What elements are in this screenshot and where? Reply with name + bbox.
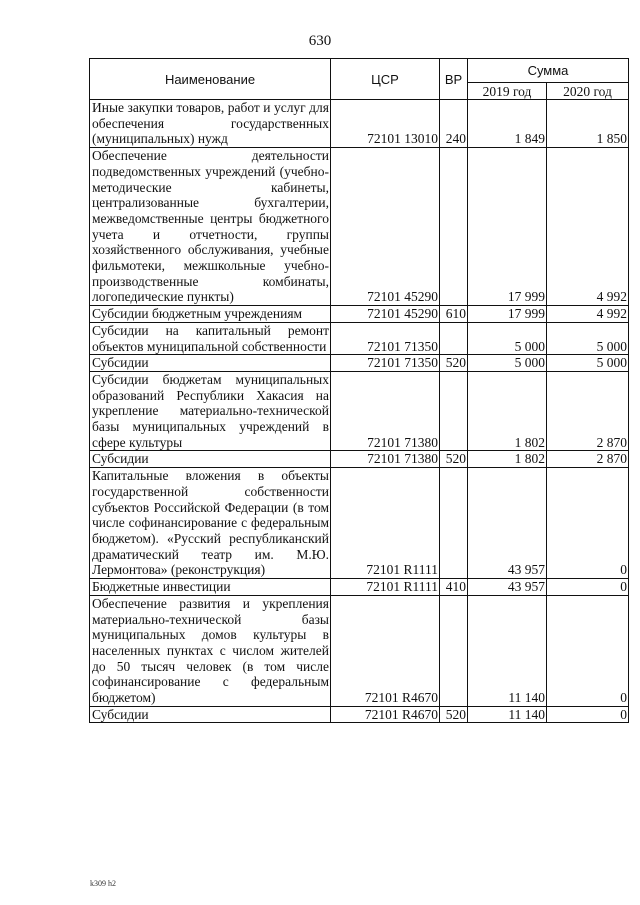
row-sum-2019: 17 999	[468, 148, 547, 306]
row-name: Субсидии на капитальный ремонт объектов муниципальной собственности	[90, 322, 331, 354]
row-name: Субсидии бюджетным учреждениям	[90, 306, 331, 323]
row-sum-2019: 5 000	[468, 355, 547, 372]
table-row	[90, 100, 629, 148]
row-sum-2020: 0	[547, 595, 629, 706]
page-number: 630	[308, 33, 332, 49]
row-csr: 72101 71380	[331, 371, 440, 451]
table-row	[90, 451, 629, 468]
row-sum-2019: 11 140	[468, 595, 547, 706]
row-csr: 72101 R4670	[331, 595, 440, 706]
row-sum-2019: 1 802	[468, 451, 547, 468]
row-csr: 72101 71380	[331, 451, 440, 468]
row-sum-2020: 5 000	[547, 322, 629, 354]
table-row	[90, 355, 629, 372]
row-sum-2020: 4 992	[547, 148, 629, 306]
row-sum-2019: 5 000	[468, 322, 547, 354]
footer-code: k309 h2	[90, 879, 116, 888]
row-name: Субсидии	[90, 355, 331, 372]
header-vr: ВР	[440, 59, 468, 100]
row-vr	[440, 371, 468, 451]
row-sum-2020: 0	[547, 706, 629, 723]
row-sum-2019: 1 849	[468, 100, 547, 148]
row-csr: 72101 71350	[331, 355, 440, 372]
table-row	[90, 706, 629, 723]
row-sum-2020: 5 000	[547, 355, 629, 372]
row-name: Субсидии бюджетам муниципальных образований Республики Хакасия на укрепление материально-технической базы муниципальных учреждений в сфере культуры	[90, 371, 331, 451]
row-name: Иные закупки товаров, работ и услуг для обеспечения государственных (муниципальных) нужд	[90, 100, 331, 148]
row-vr: 410	[440, 579, 468, 596]
row-name: Субсидии	[90, 706, 331, 723]
row-csr: 72101 45290	[331, 306, 440, 323]
row-vr: 240	[440, 100, 468, 148]
row-csr: 72101 R1111	[331, 579, 440, 596]
table-row	[90, 595, 629, 706]
row-vr: 520	[440, 451, 468, 468]
row-csr: 72101 R1111	[331, 468, 440, 579]
row-csr: 72101 71350	[331, 322, 440, 354]
table-row	[90, 371, 629, 451]
row-sum-2020: 0	[547, 579, 629, 596]
row-name: Обеспечение деятельности подведомственных учреждений (учебно-методические кабинеты, централизованные бухгалтерии, межведомственные центры бюджетного учета и отчетности, группы хозяйственного обслуживания, учебные фильмотеки, межшкольные учебно-производственные комбинаты, логопедические пункты)	[90, 148, 331, 306]
table-row	[90, 306, 629, 323]
row-sum-2020: 4 992	[547, 306, 629, 323]
row-vr	[440, 322, 468, 354]
row-name: Бюджетные инвестиции	[90, 579, 331, 596]
row-name: Обеспечение развития и укрепления материально-технической базы муниципальных домов культуры в населенных пунктах с числом жителей до 50 тысяч человек (в том числе софинансирование с федеральным бюджетом)	[90, 595, 331, 706]
row-vr	[440, 595, 468, 706]
row-csr: 72101 R4670	[331, 706, 440, 723]
row-name: Субсидии	[90, 451, 331, 468]
table-row	[90, 322, 629, 354]
header-csr: ЦСР	[331, 59, 440, 100]
row-sum-2020: 2 870	[547, 451, 629, 468]
row-sum-2019: 11 140	[468, 706, 547, 723]
header-year-2020: 2020 год	[547, 83, 629, 100]
row-sum-2019: 1 802	[468, 371, 547, 451]
row-name: Капитальные вложения в объекты государственной собственности субъектов Российской Федерации (в том числе софинансирование с федеральным бюджетом). «Русский республиканский драматический театр им. М.Ю. Лермонтова» (реконструкция)	[90, 468, 331, 579]
row-vr	[440, 148, 468, 306]
header-year-2019: 2019 год	[468, 83, 547, 100]
table-row	[90, 148, 629, 306]
row-csr: 72101 45290	[331, 148, 440, 306]
row-sum-2019: 43 957	[468, 468, 547, 579]
table-row	[90, 468, 629, 579]
row-vr: 610	[440, 306, 468, 323]
row-sum-2020: 1 850	[547, 100, 629, 148]
header-name: Наименование	[90, 59, 331, 100]
row-sum-2020: 2 870	[547, 371, 629, 451]
header-sum: Сумма	[468, 59, 629, 83]
table-body	[90, 100, 629, 723]
row-sum-2019: 17 999	[468, 306, 547, 323]
row-vr	[440, 468, 468, 579]
row-sum-2020: 0	[547, 468, 629, 579]
row-csr: 72101 13010	[331, 100, 440, 148]
row-vr: 520	[440, 355, 468, 372]
row-sum-2019: 43 957	[468, 579, 547, 596]
table-row	[90, 579, 629, 596]
row-vr: 520	[440, 706, 468, 723]
budget-table	[89, 58, 629, 723]
